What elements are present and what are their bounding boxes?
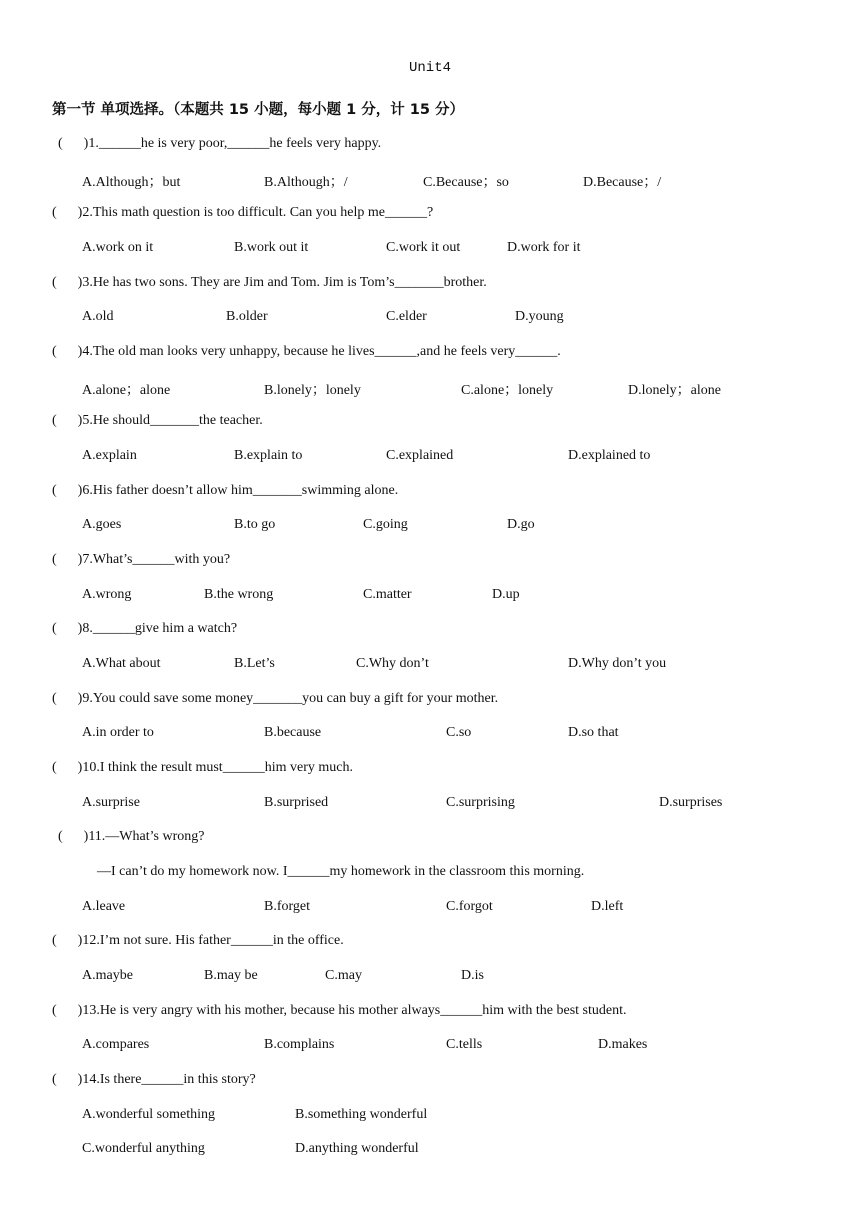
q7-option-d: D.up [492,587,520,602]
q10-option-d: D.surprises [659,795,723,810]
q10-option-b: B.surprised [264,795,329,810]
q7-option-b: B.the wrong [204,587,274,602]
q2-option-a: A.work on it [82,240,154,255]
q10-option-a: A.surprise [82,795,140,810]
q12-option-d: D.is [461,968,484,983]
q3-option-d: D.young [515,309,564,324]
question-14-stem: ( )14.Is there______in this story? [52,1072,256,1087]
q12-option-c: C.may [325,968,362,983]
q13-option-d: D.makes [598,1037,648,1052]
q12-option-b: B.may be [204,968,258,983]
q8-option-c: C.Why don’t [356,656,429,671]
q5-option-b: B.explain to [234,448,303,463]
q9-option-a: A.in order to [82,725,154,740]
question-4-stem: ( )4.The old man looks very unhappy, because he lives______,and he feels very______. [52,344,561,359]
q1-option-a: A.Although；but [82,175,181,190]
q4-option-c: C.alone；lonely [461,383,554,398]
q7-option-a: A.wrong [82,587,132,602]
q9-option-b: B.because [264,725,322,740]
q11-option-a: A.leave [82,899,126,914]
q6-option-b: B.to go [234,517,276,532]
q11-option-c: C.forgot [446,899,493,914]
q7-option-c: C.matter [363,587,412,602]
q5-option-d: D.explained to [568,448,651,463]
q9-option-d: D.so that [568,725,619,740]
q2-option-b: B.work out it [234,240,309,255]
q2-option-c: C.work it out [386,240,461,255]
q10-option-c: C.surprising [446,795,515,810]
question-5-stem: ( )5.He should_______the teacher. [52,413,263,428]
q4-option-b: B.lonely；lonely [264,383,361,398]
question-1-stem: ( )1.______he is very poor,______he feels very happy. [58,136,382,151]
q5-option-c: C.explained [386,448,454,463]
q1-option-c: C.Because；so [423,175,509,190]
question-11-stem: ( )11.—What’s wrong? [58,829,205,844]
question-9-stem: ( )9.You could save some money_______you can buy a gift for your mother. [52,691,499,706]
q4-option-a: A.alone；alone [82,383,171,398]
q3-option-a: A.old [82,309,114,324]
question-13-stem: ( )13.He is very angry with his mother, because his mother always______him with the best student. [52,1003,627,1018]
q2-option-d: D.work for it [507,240,581,255]
q1-option-b: B.Although；/ [264,175,348,190]
question-7-stem: ( )7.What’s______with you? [52,552,231,567]
question-2-stem: ( )2.This math question is too difficult. Can you help me______? [52,205,434,220]
q1-option-d: D.Because；/ [583,175,662,190]
q5-option-a: A.explain [82,448,137,463]
q14-option-d: D.anything wonderful [295,1141,419,1156]
q14-option-b: B.something wonderful [295,1107,428,1122]
question-8-stem: ( )8.______give him a watch? [52,621,238,636]
q8-option-a: A.What about [82,656,161,671]
question-3-stem: ( )3.He has two sons. They are Jim and Tom. Jim is Tom’s_______brother. [52,275,487,290]
question-6-stem: ( )6.His father doesn’t allow him_______swimming alone. [52,483,399,498]
q13-option-c: C.tells [446,1037,483,1052]
q8-option-b: B.Let’s [234,656,275,671]
q13-option-b: B.complains [264,1037,335,1052]
q6-option-a: A.goes [82,517,122,532]
question-10-stem: ( )10.I think the result must______him very much. [52,760,353,775]
q12-option-a: A.maybe [82,968,133,983]
document-title: Unit4 [408,60,451,76]
q13-option-a: A.compares [82,1037,150,1052]
q11-option-d: D.left [591,899,624,914]
question-12-stem: ( )12.I’m not sure. His father______in the office. [52,933,344,948]
q9-option-c: C.so [446,725,472,740]
q3-option-c: C.elder [386,309,427,324]
q6-option-d: D.go [507,517,535,532]
question-11-stem-reply: —I can’t do my homework now. I______my homework in the classroom this morning. [97,864,585,879]
q14-option-a: A.wonderful something [82,1107,215,1122]
q14-option-c: C.wonderful anything [82,1141,205,1156]
q8-option-d: D.Why don’t you [568,656,667,671]
q3-option-b: B.older [226,309,268,324]
section-heading: 第一节 单项选择。（本题共 15 小题，每小题 1 分，计 15 分） [52,102,465,118]
q4-option-d: D.lonely；alone [628,383,721,398]
q11-option-b: B.forget [264,899,311,914]
q6-option-c: C.going [363,517,408,532]
